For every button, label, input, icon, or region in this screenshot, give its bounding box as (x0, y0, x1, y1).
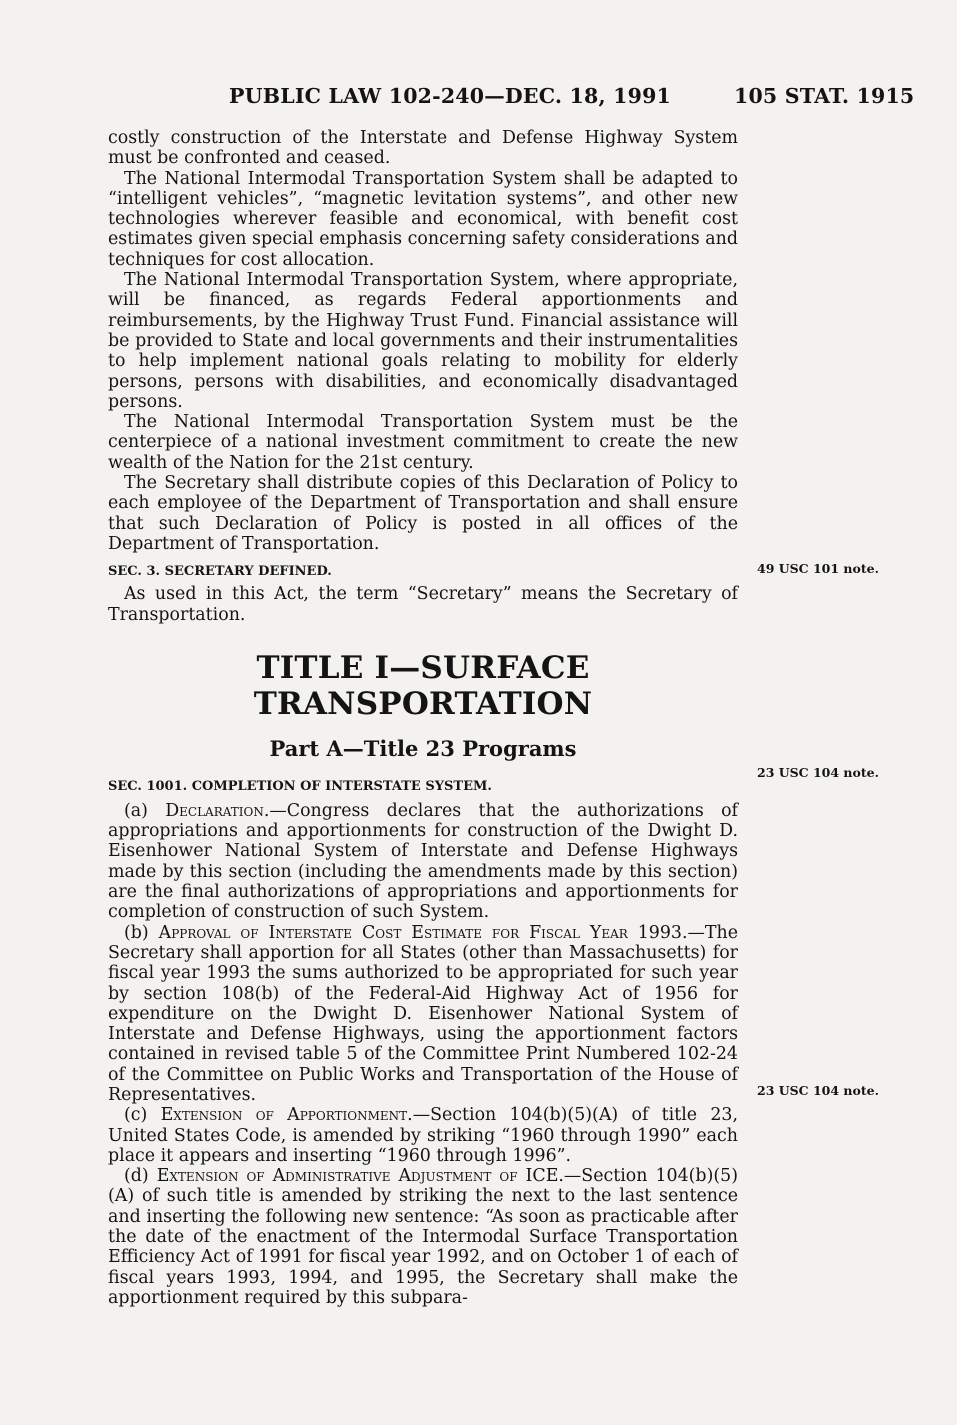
subsection-c-caption: Extension of Apportionment. (160, 1105, 413, 1126)
header-title: PUBLIC LAW 102-240—DEC. 18, 1991 (229, 84, 672, 108)
part-heading: Part A—Title 23 Programs (269, 735, 577, 761)
section-3-heading: SEC. 3. SECRETARY DEFINED. (108, 564, 332, 580)
subsection-a-caption: Declaration. (165, 800, 270, 821)
subsection-d-caption: Extension of Administrative Adjustment of (156, 1166, 518, 1187)
body-column (108, 128, 738, 1308)
margin-note-49-usc-101: 49 USC 101 note. (757, 561, 879, 576)
title-heading: TITLE I—SURFACE TRANSPORTATION (253, 649, 593, 722)
subsection-a (108, 801, 738, 923)
margin-note-23-usc-104-a: 23 USC 104 note. (757, 765, 879, 780)
section-1001-heading: SEC. 1001. COMPLETION OF INTERSTATE SYSTEM. (108, 778, 492, 794)
subsection-c-label: (c) (124, 1105, 161, 1126)
subsection-d (108, 1166, 738, 1308)
paragraph-continued: costly construction of the Interstate and Defense Highway System must be confronted and ceased. (108, 128, 738, 169)
subsection-c-text: —Section 104(b)(5)(A) of title 23, United States Code, is amended by striking “1960 through 1990” each place it appears and inserting “1960 through 1996”. (108, 1105, 738, 1166)
subsection-b (108, 923, 738, 1106)
margin-note-23-usc-104-c: 23 USC 104 note. (757, 1083, 879, 1098)
page-header (0, 84, 957, 116)
header-stat-page: 105 STAT. 1915 (734, 84, 915, 108)
paragraph-financing: The National Intermodal Transportation System, where appropriate, will be financed, as regards Federal apportionments and reimbursements, by the Highway Trust Fund. Financial assistance will be provided to State and local governments and their instrumentalities to help implement national goals relating to mobility for elderly persons, persons with disabilities, and economically disadvantaged persons. (108, 270, 738, 412)
subsection-c (108, 1105, 738, 1166)
paragraph-distribution: The Secretary shall distribute copies of this Declaration of Policy to each employee of the Department of Transportation and shall ensure that such Declaration of Policy is posted in all offices of the Department of Transportation. (108, 473, 738, 554)
subsection-d-label: (d) (124, 1166, 157, 1187)
paragraph-centerpiece: The National Intermodal Transportation System must be the centerpiece of a national investment commitment to create the new wealth of the Nation for the 21st century. (108, 412, 738, 473)
subsection-b-text: 1993.—The Secretary shall apportion for all States (other than Massachusetts) for fiscal year 1993 the sums authorized to be appropriated for such year by section 108(b) of the Federal-Aid Highway Act of 1956 for expenditure on the Dwight D. Eisenhower National System of Interstate and Defense Highways, using the apportionment factors contained in revised table 5 of the Committee Print Numbered 102-24 of the Committee on Public Works and Transportation of the House of Representatives. (108, 922, 738, 1105)
paragraph-intelligent-vehicles: The National Intermodal Transportation System shall be adapted to “intelligent vehicles”, “magnetic levitation systems”, and other new technologies wherever feasible and economical, with benefit cost estimates given special emphasis concerning safety considerations and techniques for cost allocation. (108, 168, 738, 270)
subsection-b-caption: Approval of Interstate Cost Estimate for Fiscal Year (158, 922, 628, 943)
subsection-a-text: —Congress declares that the authorizations of appropriations and apportionments for construction of the Dwight D. Eisenhower National System of Interstate and Defense Highways made by this section (including the amendments made by this section) are the final authorizations of appropriations and apportionments for completion of construction of such System. (108, 800, 738, 923)
subsection-a-label: (a) (124, 800, 166, 821)
section-3-text: As used in this Act, the term “Secretary” means the Secretary of Transportation. (108, 584, 738, 625)
subsection-d-text: ICE.—Section 104(b)(5)(A) of such title is amended by striking the next to the last sentence and inserting the following new sentence: “As soon as practicable after the date of the enactment of the Intermodal Surface Transportation Efficiency Act of 1991 for fiscal year 1992, and on October 1 of each of fiscal years 1993, 1994, and 1995, the Secretary shall make the apportionment required by this subpara- (108, 1166, 738, 1308)
subsection-b-label: (b) (124, 922, 159, 943)
